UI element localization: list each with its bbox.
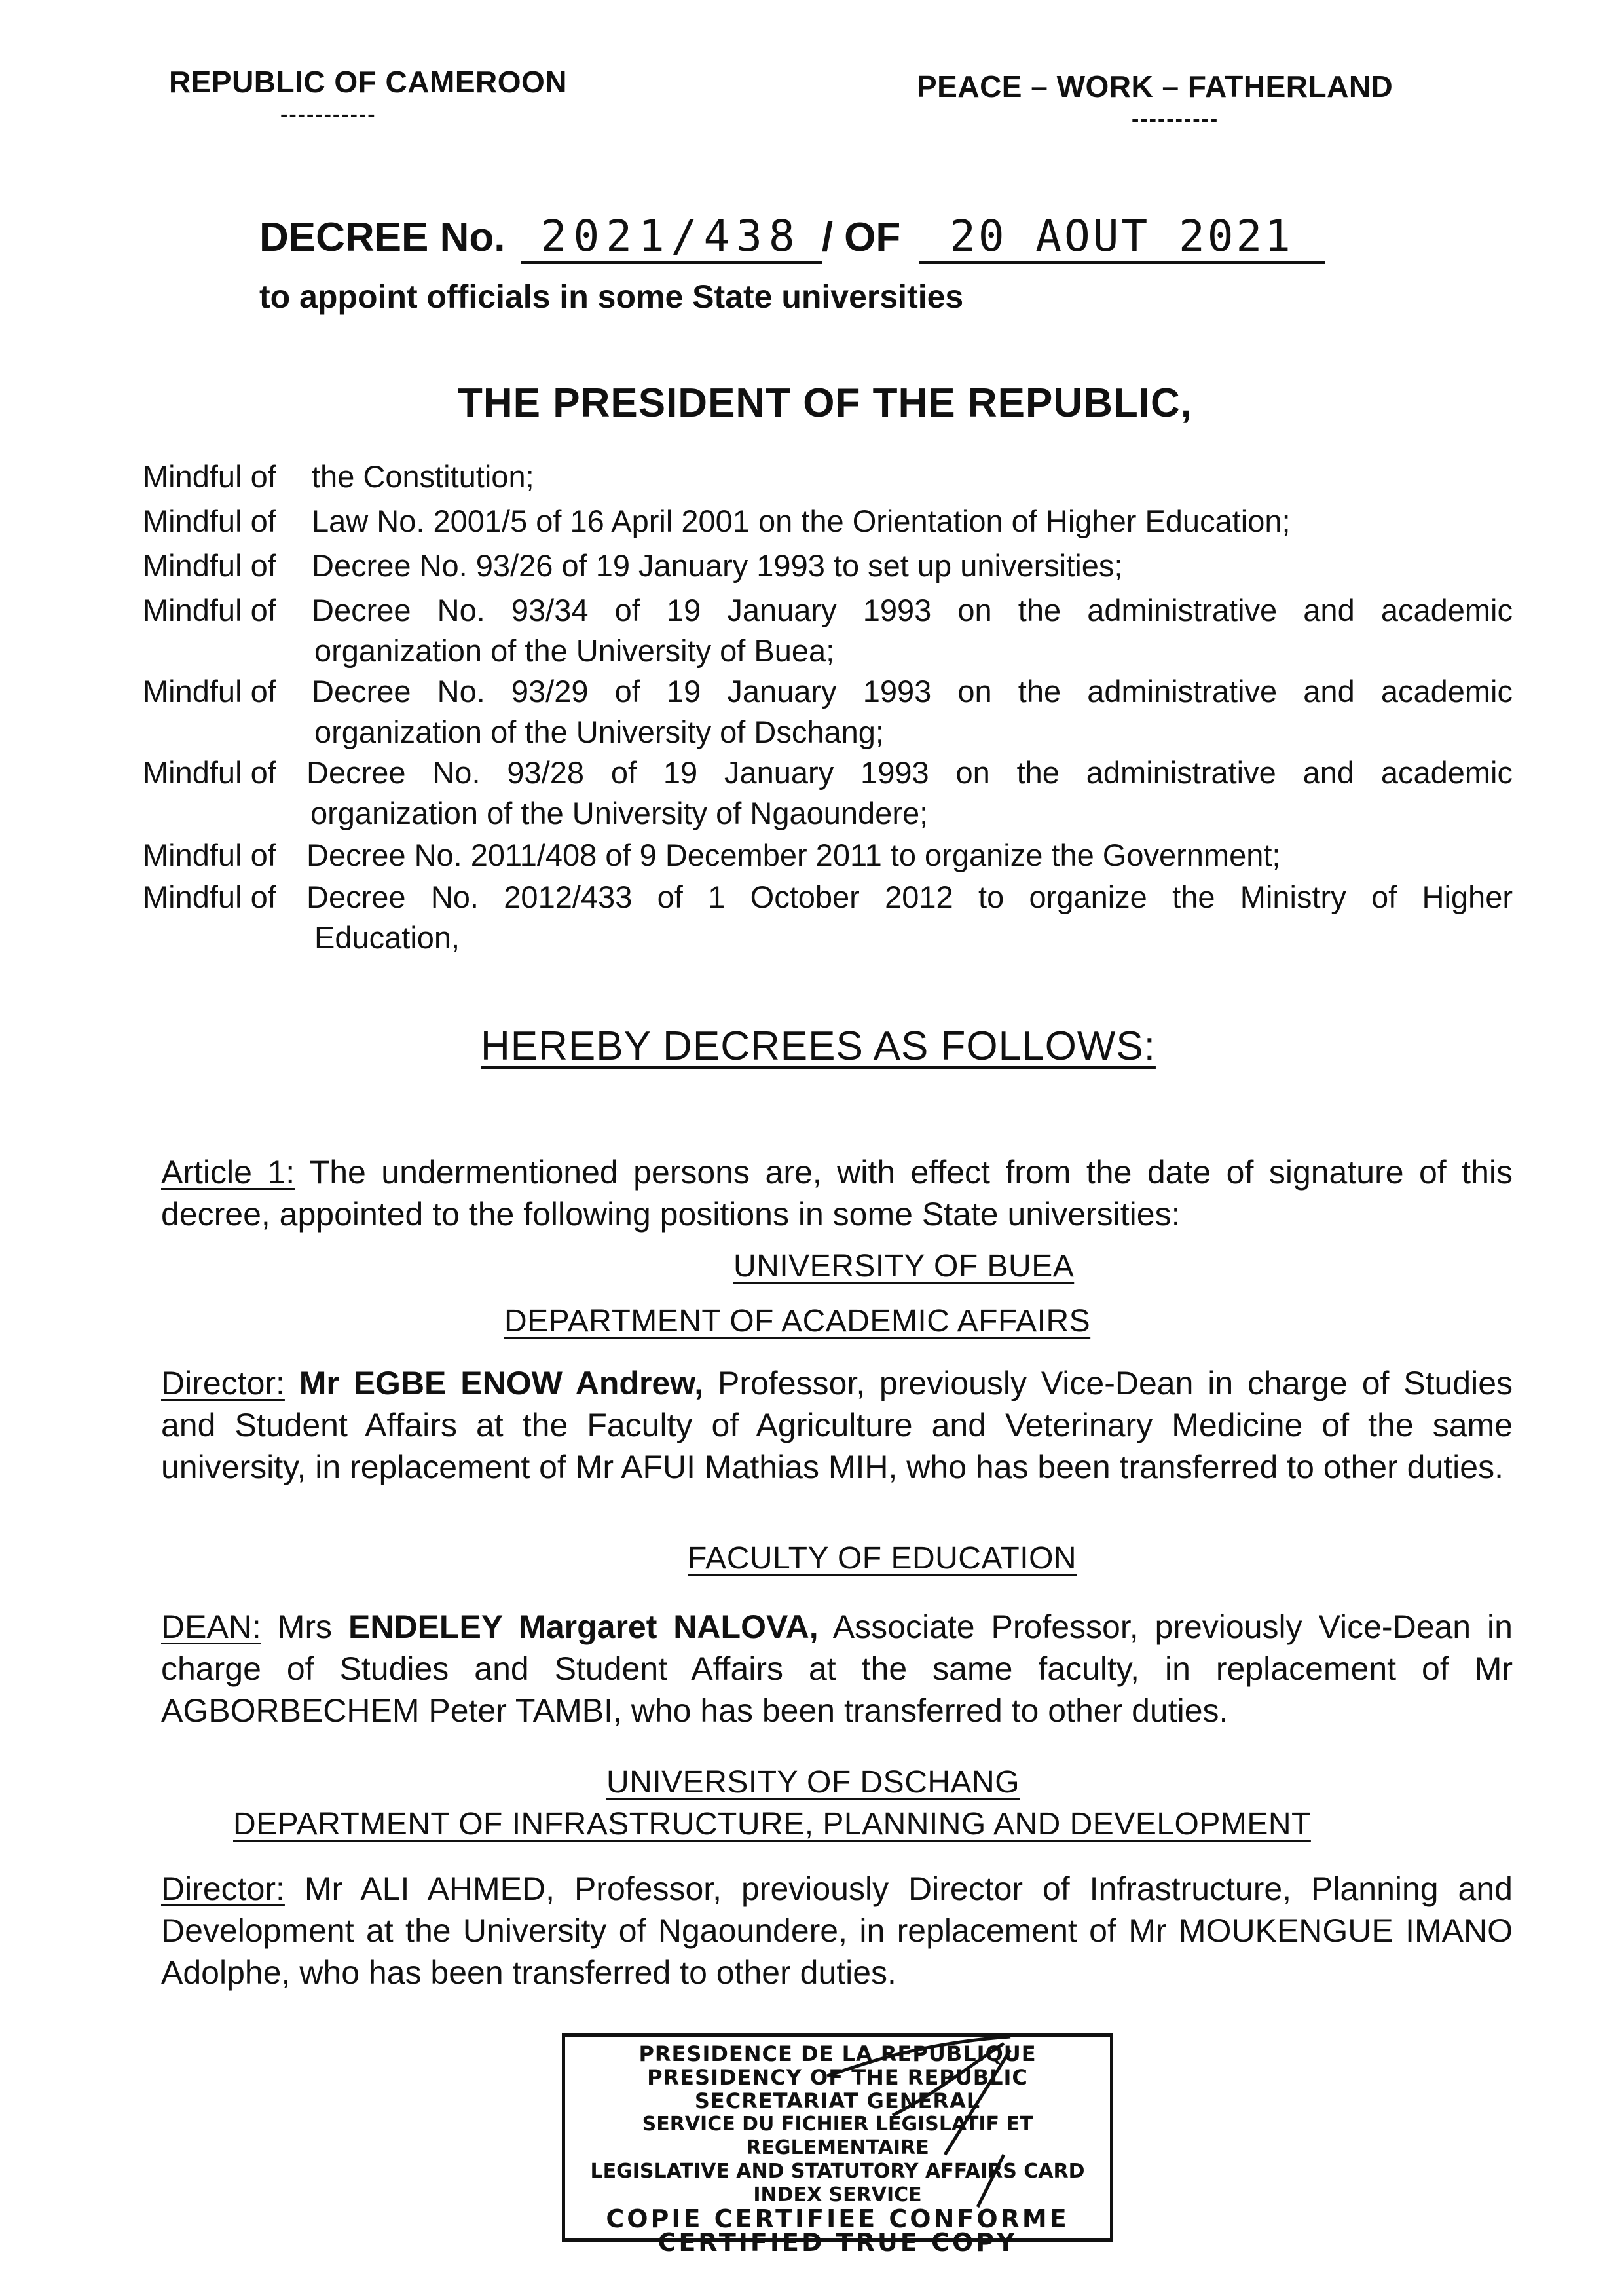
mindful-label: Mindful of: [143, 548, 276, 583]
appointment-education-dean: [161, 1606, 1513, 1732]
decree-label: DECREE No.: [259, 215, 506, 260]
mindful-text-continued: Education,: [314, 920, 460, 955]
stamp-line-secretariat: SECRETARIAT GENERAL: [694, 2088, 981, 2113]
mindful-label: Mindful of: [143, 838, 276, 872]
decree-heading: [259, 211, 1325, 264]
appointment-infrastructure: [161, 1868, 1513, 1994]
signature-scribble: [814, 2037, 1024, 2245]
mindful-text: Decree No. 2011/408 of 9 December 2011 to organize the Government;: [306, 838, 1281, 872]
mindful-list: [143, 456, 1513, 958]
mindful-item: [143, 671, 1513, 752]
mindful-text-continued: organization of the University of Buea;: [314, 633, 835, 668]
section-university-buea: UNIVERSITY OF BUEA: [733, 1249, 1075, 1284]
mindful-item: [143, 877, 1513, 958]
decrees-heading: HEREBY DECREES AS FOLLOWS:: [481, 1024, 1156, 1069]
mindful-item: [143, 590, 1513, 671]
appointment-name: Mr EGBE ENOW Andrew,: [299, 1365, 704, 1401]
stamp-line-copie: COPIE CERTIFIEE CONFORME: [606, 2204, 1069, 2233]
certified-copy-stamp: [562, 2033, 1113, 2257]
mindful-label: Mindful of: [143, 593, 276, 627]
appointment-role: Director:: [161, 1870, 285, 1907]
mindful-item: [143, 546, 1513, 586]
mindful-text-continued: organization of the University of Dschang;: [314, 715, 884, 749]
mindful-label: Mindful of: [143, 674, 276, 709]
mindful-label: Mindful of: [143, 880, 276, 914]
president-heading: THE PRESIDENT OF THE REPUBLIC,: [458, 380, 1192, 426]
appointment-name: ENDELEY Margaret NALOVA,: [348, 1608, 819, 1645]
stamp-line-service-fr: SERVICE DU FICHIER LEGISLATIF ET REGLEMENTAIRE: [642, 2113, 1033, 2159]
appointment-details: Associate Professor, previously Vice-Dean in charge of Studies and Student Affairs at the same faculty, in replacement of Mr AGBORBECHEM Peter TAMBI, who has been transferred to other duties.: [161, 1608, 1513, 1729]
stamp-line-presidency: PRESIDENCY OF THE REPUBLIC: [647, 2065, 1028, 2090]
decree-date: 20 AOUT 2021: [950, 211, 1293, 261]
mindful-label: Mindful of: [143, 504, 276, 538]
appointment-name-prefix: Mrs: [277, 1608, 333, 1645]
mindful-item: [143, 835, 1513, 876]
section-university-dschang: UNIVERSITY OF DSCHANG: [606, 1765, 1020, 1800]
section-academic-affairs: DEPARTMENT OF ACADEMIC AFFAIRS: [504, 1304, 1091, 1339]
mindful-text: Decree No. 93/34 of 19 January 1993 on the administrative and academic: [312, 593, 1513, 627]
decree-of-label: / OF: [821, 215, 901, 260]
mindful-text: Law No. 2001/5 of 16 April 2001 on the Orientation of Higher Education;: [312, 504, 1291, 538]
article-1-label: Article 1:: [161, 1154, 295, 1191]
appointment-details: Mr ALI AHMED, Professor, previously Director of Infrastructure, Planning and Development at the University of Ngaoundere, in replacement of Mr MOUKENGUE IMANO Adolphe, who has been transferred to other duties.: [161, 1870, 1513, 1991]
mindful-text-continued: organization of the University of Ngaoundere;: [310, 796, 929, 830]
decree-date-field: [919, 211, 1325, 264]
mindful-label: Mindful of: [143, 459, 276, 494]
header-motto: PEACE – WORK – FATHERLAND: [917, 69, 1393, 103]
decree-number-field: [521, 211, 822, 264]
header-republic: REPUBLIC OF CAMEROON: [169, 65, 567, 99]
mindful-text: Decree No. 93/28 of 19 January 1993 on the administrative and academic: [306, 755, 1513, 790]
mindful-text: the Constitution;: [312, 459, 534, 494]
mindful-item: [143, 752, 1513, 834]
appointment-academic-affairs: [161, 1362, 1513, 1488]
article-1: [161, 1151, 1513, 1235]
decree-subject: to appoint officials in some State universities: [259, 278, 964, 315]
appointment-details: Professor, previously Vice-Dean in charge of Studies and Student Affairs at the Faculty of Agriculture and Veterinary Medicine of the same university, in replacement of Mr AFUI Mathias MIH, who has been transferred to other duties.: [161, 1365, 1513, 1485]
appointment-role: Director:: [161, 1365, 285, 1401]
stamp-line-certified: CERTIFIED TRUE COPY: [657, 2228, 1018, 2257]
header-right-divider: ----------: [1132, 107, 1219, 132]
mindful-text: Decree No. 93/29 of 19 January 1993 on the administrative and academic: [312, 674, 1513, 709]
stamp-line-presidence: PRESIDENCE DE LA REPUBLIQUE: [638, 2041, 1037, 2066]
header-left-divider: -----------: [280, 102, 377, 127]
mindful-label: Mindful of: [143, 755, 276, 790]
decree-number: 2021/438: [540, 211, 802, 261]
article-1-text: The undermentioned persons are, with effect from the date of signature of this decree, appointed to the following positions in some State universities:: [161, 1154, 1513, 1233]
stamp-line-service-en: LEGISLATIVE AND STATUTORY AFFAIRS CARD INDEX SERVICE: [590, 2160, 1085, 2206]
section-faculty-education: FACULTY OF EDUCATION: [688, 1541, 1077, 1576]
mindful-text: Decree No. 93/26 of 19 January 1993 to set up universities;: [312, 548, 1123, 583]
mindful-text: Decree No. 2012/433 of 1 October 2012 to organize the Ministry of Higher: [306, 880, 1513, 914]
appointment-role: DEAN:: [161, 1608, 261, 1645]
section-infrastructure: DEPARTMENT OF INFRASTRUCTURE, PLANNING AND DEVELOPMENT: [233, 1807, 1311, 1842]
mindful-item: [143, 501, 1513, 542]
mindful-item: [143, 456, 1513, 497]
